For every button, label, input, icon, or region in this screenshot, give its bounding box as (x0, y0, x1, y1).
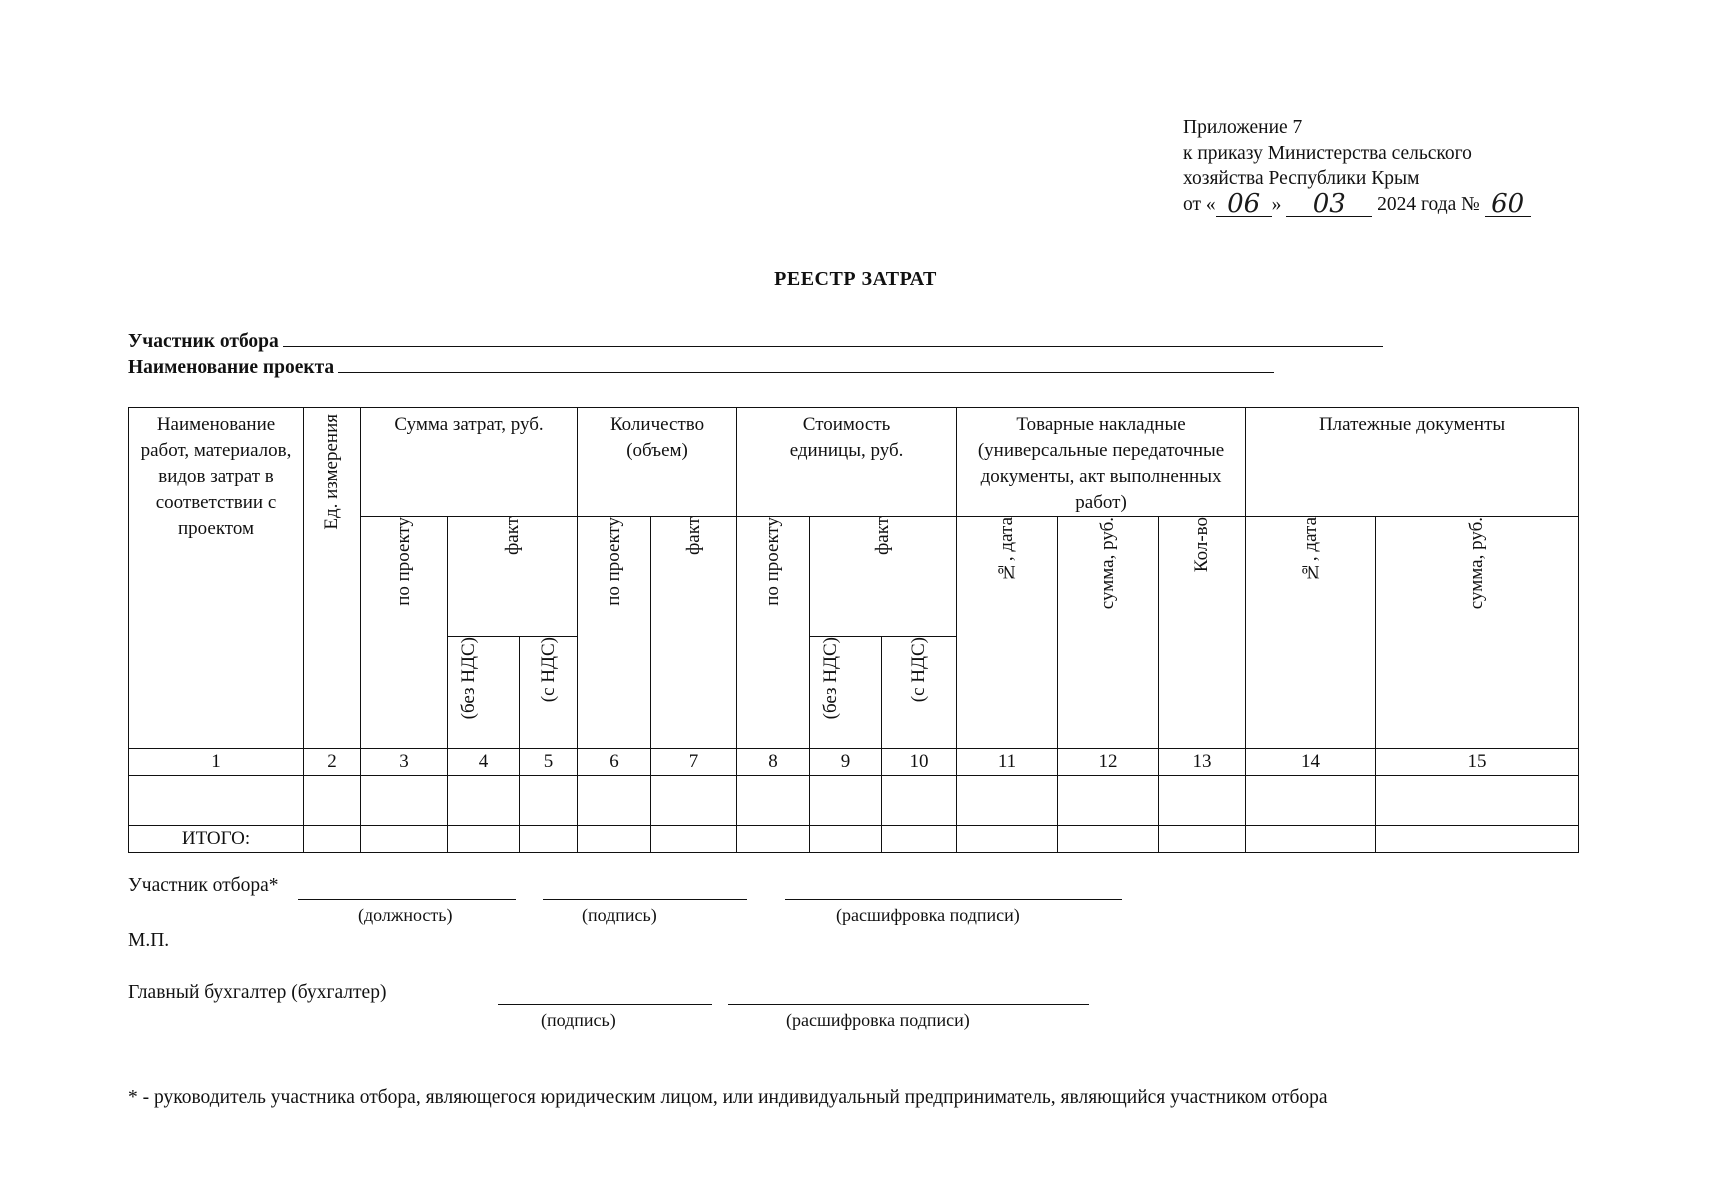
accountant-label: Главный бухгалтер (бухгалтер) (128, 982, 387, 1003)
header-unit: Ед. измерения (321, 414, 342, 530)
decode-caption: (расшифровка подписи) (836, 905, 1020, 925)
empty-cell (1159, 776, 1246, 826)
col-number: 1 (129, 749, 304, 776)
appendix-line-1: Приложение 7 (1183, 117, 1303, 138)
appendix-line-3: хозяйства Республики Крым (1183, 168, 1420, 189)
qty-fact: факт (682, 517, 704, 556)
signature-caption: (подпись) (582, 905, 657, 925)
footnote: * - руководитель участника отбора, являющегося юридическим лицом, или индивидуальный предприниматель, являющийся участником отбора (128, 1087, 1328, 1108)
header-payments: Платежные документы (1246, 408, 1579, 517)
total-label: ИТОГО: (129, 826, 304, 853)
col-number: 10 (882, 749, 957, 776)
cost-fact-no-vat-cell (810, 637, 882, 749)
invoice-no-date-cell (957, 517, 1058, 749)
register-table (128, 407, 1579, 853)
col-number: 12 (1058, 749, 1159, 776)
empty-cell (1246, 776, 1376, 826)
empty-cell (448, 776, 520, 826)
sum-by-project: по проекту (393, 517, 414, 606)
accountant-decode-caption: (расшифровка подписи) (786, 1010, 970, 1030)
col-number: 2 (304, 749, 361, 776)
invoice-qty: Кол-во (1191, 517, 1213, 573)
col-number: 9 (810, 749, 882, 776)
header-invoices: Товарные накладные (универсальные передаточные документы, акт выполненных работ) (957, 408, 1246, 517)
invoice-sum: сумма, руб. (1097, 517, 1119, 610)
sum-fact-no-vat: (без НДС) (457, 637, 479, 720)
cost-by-project-cell (737, 517, 810, 749)
empty-cell (651, 776, 737, 826)
empty-cell (520, 826, 578, 853)
empty-cell (1058, 776, 1159, 826)
handwritten-number: 60 (1485, 192, 1531, 217)
year-text: 2024 года № (1377, 193, 1480, 215)
col-number: 5 (520, 749, 578, 776)
col-number: 7 (651, 749, 737, 776)
cost-fact-with-vat: (с НДС) (908, 637, 930, 703)
header-unit-cell (304, 408, 361, 749)
invoice-no-date: №, дата (996, 517, 1018, 583)
header-cost-sum: Сумма затрат, руб. (361, 408, 578, 517)
project-line (338, 356, 1274, 373)
date-prefix: от « (1183, 193, 1216, 215)
empty-cell (1376, 776, 1579, 826)
sum-fact-with-vat: (с НДС) (537, 637, 559, 703)
sum-fact: факт (501, 517, 523, 556)
empty-cell (810, 776, 882, 826)
col-number: 3 (361, 749, 448, 776)
empty-cell (810, 826, 882, 853)
empty-cell (361, 776, 448, 826)
stamp-label: М.П. (128, 930, 170, 951)
header-name-of-works: Наименование работ, материалов, видов затрат в соответствии с проектом (129, 408, 304, 749)
empty-cell (578, 826, 651, 853)
sum-by-project-cell (361, 517, 448, 749)
appendix-date-line (1183, 189, 1531, 219)
accountant-signature-caption: (подпись) (541, 1010, 616, 1030)
position-line (298, 898, 516, 900)
handwritten-month: 03 (1286, 192, 1372, 217)
col-number: 4 (448, 749, 520, 776)
participant-field (128, 330, 1383, 353)
empty-cell (737, 776, 810, 826)
participant-label: Участник отбора (128, 331, 279, 352)
empty-cell (361, 826, 448, 853)
empty-cell (737, 826, 810, 853)
empty-cell (1246, 826, 1376, 853)
qty-fact-cell (651, 517, 737, 749)
cost-fact-with-vat-cell (882, 637, 957, 749)
empty-cell (578, 776, 651, 826)
date-close-quote: » (1271, 193, 1282, 215)
sum-fact-no-vat-cell (448, 637, 520, 749)
sum-fact-cell (448, 517, 578, 637)
total-row (129, 826, 1579, 853)
empty-cell (882, 776, 957, 826)
empty-cell (448, 826, 520, 853)
col-number: 8 (737, 749, 810, 776)
col-number: 13 (1159, 749, 1246, 776)
payment-sum: сумма, руб. (1466, 517, 1488, 610)
empty-cell (957, 776, 1058, 826)
accountant-decode-line (728, 1003, 1089, 1005)
empty-cell (651, 826, 737, 853)
project-label: Наименование проекта (128, 357, 335, 378)
signature-line (543, 898, 747, 900)
accountant-signature-line (498, 1003, 712, 1005)
cost-fact: факт (872, 517, 894, 556)
project-field (128, 356, 1274, 379)
empty-cell (520, 776, 578, 826)
header-unit-cost: Стоимость единицы, руб. (737, 408, 957, 517)
qty-by-project-cell (578, 517, 651, 749)
empty-cell (882, 826, 957, 853)
empty-cell (1058, 826, 1159, 853)
empty-cell (1376, 826, 1579, 853)
col-number: 14 (1246, 749, 1376, 776)
participant-signature-label: Участник отбора* (128, 875, 279, 896)
sum-fact-with-vat-cell (520, 637, 578, 749)
payment-sum-cell (1376, 517, 1579, 749)
col-number: 15 (1376, 749, 1579, 776)
payment-no-date: №, дата (1299, 517, 1321, 583)
empty-data-row (129, 776, 1579, 826)
empty-cell (129, 776, 304, 826)
empty-cell (304, 776, 361, 826)
invoice-sum-cell (1058, 517, 1159, 749)
empty-cell (1159, 826, 1246, 853)
participant-line (283, 330, 1383, 347)
col-number: 11 (957, 749, 1058, 776)
payment-no-date-cell (1246, 517, 1376, 749)
appendix-line-2: к приказу Министерства сельского (1183, 142, 1472, 164)
cost-fact-no-vat: (без НДС) (819, 637, 841, 720)
cost-by-project: по проекту (762, 517, 784, 606)
appendix-block (1183, 115, 1531, 217)
document-title: РЕЕСТР ЗАТРАТ (774, 268, 937, 290)
decode-line (785, 898, 1122, 900)
header-quantity: Количество (объем) (578, 408, 737, 517)
cost-fact-cell (810, 517, 957, 637)
col-number: 6 (578, 749, 651, 776)
qty-by-project: по проекту (603, 517, 625, 606)
empty-cell (304, 826, 361, 853)
invoice-qty-cell (1159, 517, 1246, 749)
position-caption: (должность) (358, 905, 453, 925)
empty-cell (957, 826, 1058, 853)
handwritten-day: 06 (1216, 192, 1272, 217)
column-numbers-row (129, 749, 1579, 776)
